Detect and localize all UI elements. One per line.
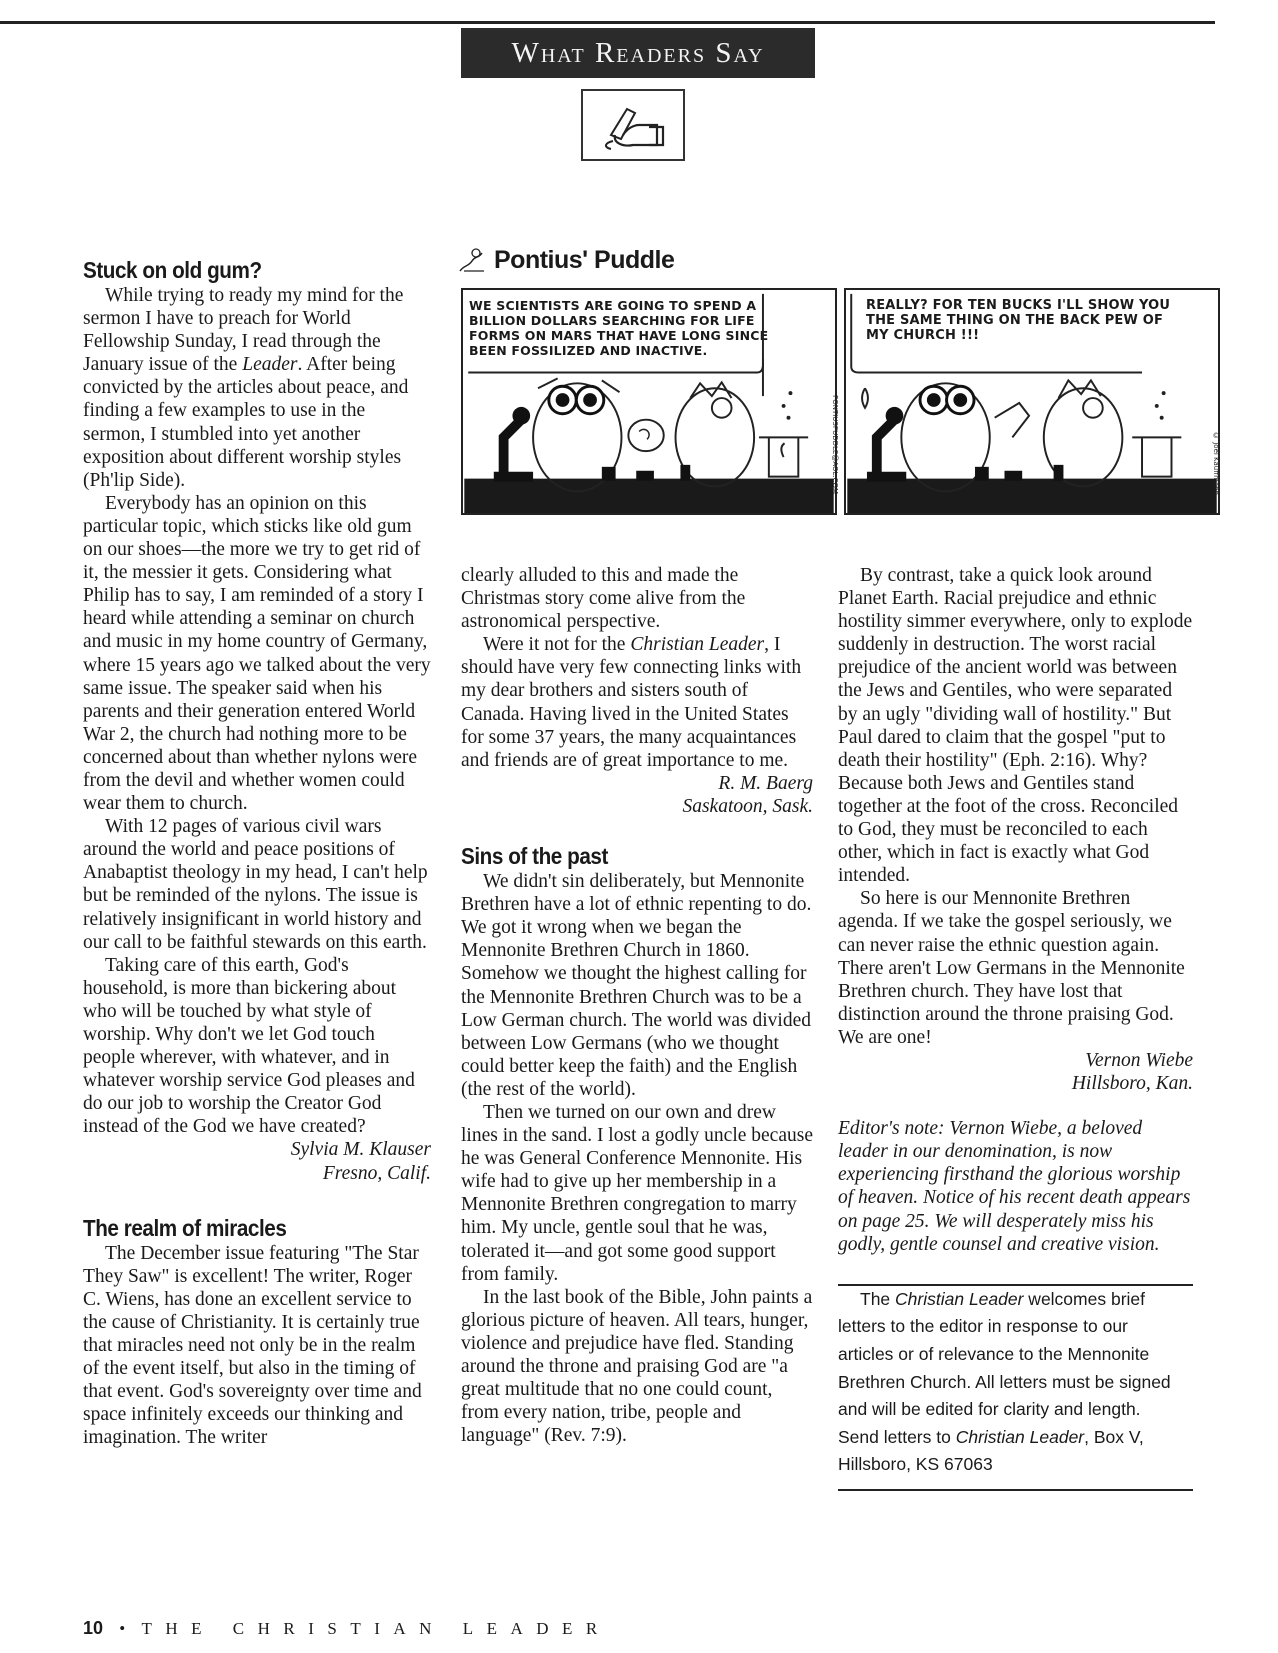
letter1-paragraph: While trying to ready my mind for the sermon I have to preach for World Fellowship Sunday, I read through the January issue of the Leader. After being convicted by the articles about peace, and finding a few examples to use in the sermon, I stumbled into yet another exposition about different worship styles (Ph'lip Side). — [83, 285, 409, 491]
comic-title-text: Pontius' Puddle — [494, 245, 675, 274]
box-bottom-rule — [838, 1489, 1193, 1491]
writing-hand-icon — [581, 89, 685, 161]
column-left — [83, 256, 431, 1450]
speech-bubble-2: REALLY? FOR TEN BUCKS I'LL SHOW YOU THE SAME THING ON THE BACK PEW OF MY CHURCH !!! — [866, 298, 1171, 343]
comic-art-2 — [846, 290, 1218, 513]
editor-note — [838, 1117, 1193, 1256]
letter2-signature-place: Saskatoon, Sask. — [682, 795, 813, 817]
column-middle — [461, 564, 813, 1447]
page-number: 10 — [83, 1618, 104, 1638]
magazine-name: THE CHRISTIAN LEADER — [141, 1619, 611, 1638]
comic-panel-1 — [461, 288, 837, 515]
letter3-heading: Sins of the past — [461, 843, 608, 870]
comic-panel-2 — [844, 288, 1220, 515]
letter3-paragraph: Then we turned on our own and drew lines in the sand. I lost a godly uncle because he was General Conference Mennonite. His wife had to give up her membership in a Mennonite Brethren congregation to marry him. My uncle, gentle soul that he was, tolerated it—and got some good support from family. — [461, 1101, 813, 1285]
letter1-paragraph: Taking care of this earth, God's household, is more than bickering about who will be touched by what style of worship. Why don't we let God touch people wherever, with whatever, and in whatever worship service God pleases and do our job to worship the Creator God instead of the God we have created? — [83, 954, 415, 1138]
letter2-paragraph: Were it not for the Christian Leader, I should have very few connecting links with my dear brothers and sisters south of Canada. Having lived in the United States for some 37 years, the many acquaintances and friends are of great importance to me. — [461, 634, 802, 771]
letter2-paragraph: clearly alluded to this and made the Christmas story come alive from the astronomical perspective. — [461, 565, 746, 633]
comic-title — [458, 242, 674, 278]
letter2-signature-name: R. M. Baerg — [718, 772, 813, 794]
letter1-signature-place: Fresno, Calif. — [322, 1162, 431, 1184]
letter3-paragraph: In the last book of the Bible, John paints a glorious picture of heaven. All tears, hunger, violence and prejudice have fled. Standing around the throne and praising God are "a great multitude that no one could count, from every nation, tribe, people and language" (Rev. 7:9). — [461, 1286, 813, 1447]
column-right — [838, 564, 1193, 1491]
editor-note-text: Editor's note: Vernon Wiebe, a beloved leader in our denomination, is now experiencing firsthand the glorious worship of heaven. Notice of his recent death appears on page 25. We will desperately miss his godly, gentle counsel and creative vision. — [838, 1118, 1191, 1255]
section-banner: What Readers Say — [461, 28, 815, 78]
letter3-signature-name: Vernon Wiebe — [1085, 1049, 1193, 1071]
letter3-paragraph: We didn't sin deliberately, but Mennonite Brethren have a lot of ethnic repenting to do. We got it wrong when we began the Mennonite Brethren Church in 1860. Somehow we thought the highest calling for the Mennonite Brethren Church was to be a Low German church. The world was divided between Low Germans (who we thought could better keep the faith) and the English (the rest of the world). — [461, 871, 812, 1100]
top-rule — [0, 21, 1215, 24]
letter1-signature-name: Sylvia M. Klauser — [290, 1139, 431, 1161]
letter2-paragraph: The December issue featuring "The Star They Saw" is excellent! The writer, Roger C. Wiens, has done an excellent service to the cause of Christianity. It is certainly true that miracles need not only be in the realm of the event itself, but also in the timing of that event. God's sovereignty over time and space infinitely exceeds our thinking and imagination. The writer — [83, 1242, 422, 1449]
letter1-paragraph: Everybody has an opinion on this particular topic, which sticks like old gum on our shoes—the more we try to get rid of it, the messier it gets. Considering what Philip has to say, I am reminded of a story I heard while attending a seminar on church and music in my home country of Germany, where 15 years ago we talked about the very same issue. The speaker said when his parents and their generation entered World War 2, the church had nothing more to be concerned about than whether nylons were from the devil and whether women could wear them to church. — [83, 492, 431, 815]
page-footer — [83, 1618, 611, 1639]
comic-credit-copyright: © Joel Kauffmann — [1212, 432, 1220, 496]
comic-art-1 — [463, 290, 835, 513]
letter1-heading: Stuck on old gum? — [83, 257, 262, 283]
letter3-paragraph: By contrast, take a quick look around Planet Earth. Racial prejudice and ethnic hostility simmer everywhere, only to explode suddenly in destruction. The worst racial prejudice of the ancient world was between the Jews and Gentiles, who were separated by an ugly "dividing wall of hostility." But Paul dared to claim that the gospel "put to death their hostility" (Eph. 2:16). Why? Because both Jews and Gentiles stand together at the foot of the cross. Reconciled to God, they must be reconciled to each other, which in fact is exactly what God intended. — [838, 565, 1193, 887]
pontius-puddle-icon — [458, 245, 488, 275]
comic-credit-email: PONTIUSPUDDLE@AOL.COM — [831, 395, 839, 495]
letter3-paragraph: So here is our Mennonite Brethren agenda. If we take the gospel seriously, we can never raise the ethnic question again. There aren't Low Germans in the Mennonite Brethren church. They have lost that distinction around the throne praising God. We are one! — [838, 888, 1185, 1048]
footer-bullet: • — [119, 1619, 126, 1638]
letters-policy-box: The Christian Leader welcomes brief letters to the editor in response to our articles or of relevance to the Mennonite Brethren Church. All letters must be signed and will be edited for clarity and length. Send letters to Christian Leader, Box V, Hillsboro, KS 67063 — [838, 1288, 1171, 1475]
speech-bubble-1: WE SCIENTISTS ARE GOING TO SPEND A BILLION DOLLARS SEARCHING FOR LIFE FORMS ON MARS THAT HAVE LONG SINCE BEEN FOSSILIZED AND INACTIVE. — [469, 298, 769, 358]
letter1-paragraph: With 12 pages of various civil wars around the world and peace positions of Anabaptist theology in my head, I can't help but be reminded of the nylons. The issue is relatively insignificant in world history and our call to be faithful stewards on this earth. — [83, 816, 428, 953]
letter2-heading: The realm of miracles — [83, 1214, 287, 1241]
letter3-signature-place: Hillsboro, Kan. — [1071, 1073, 1193, 1095]
